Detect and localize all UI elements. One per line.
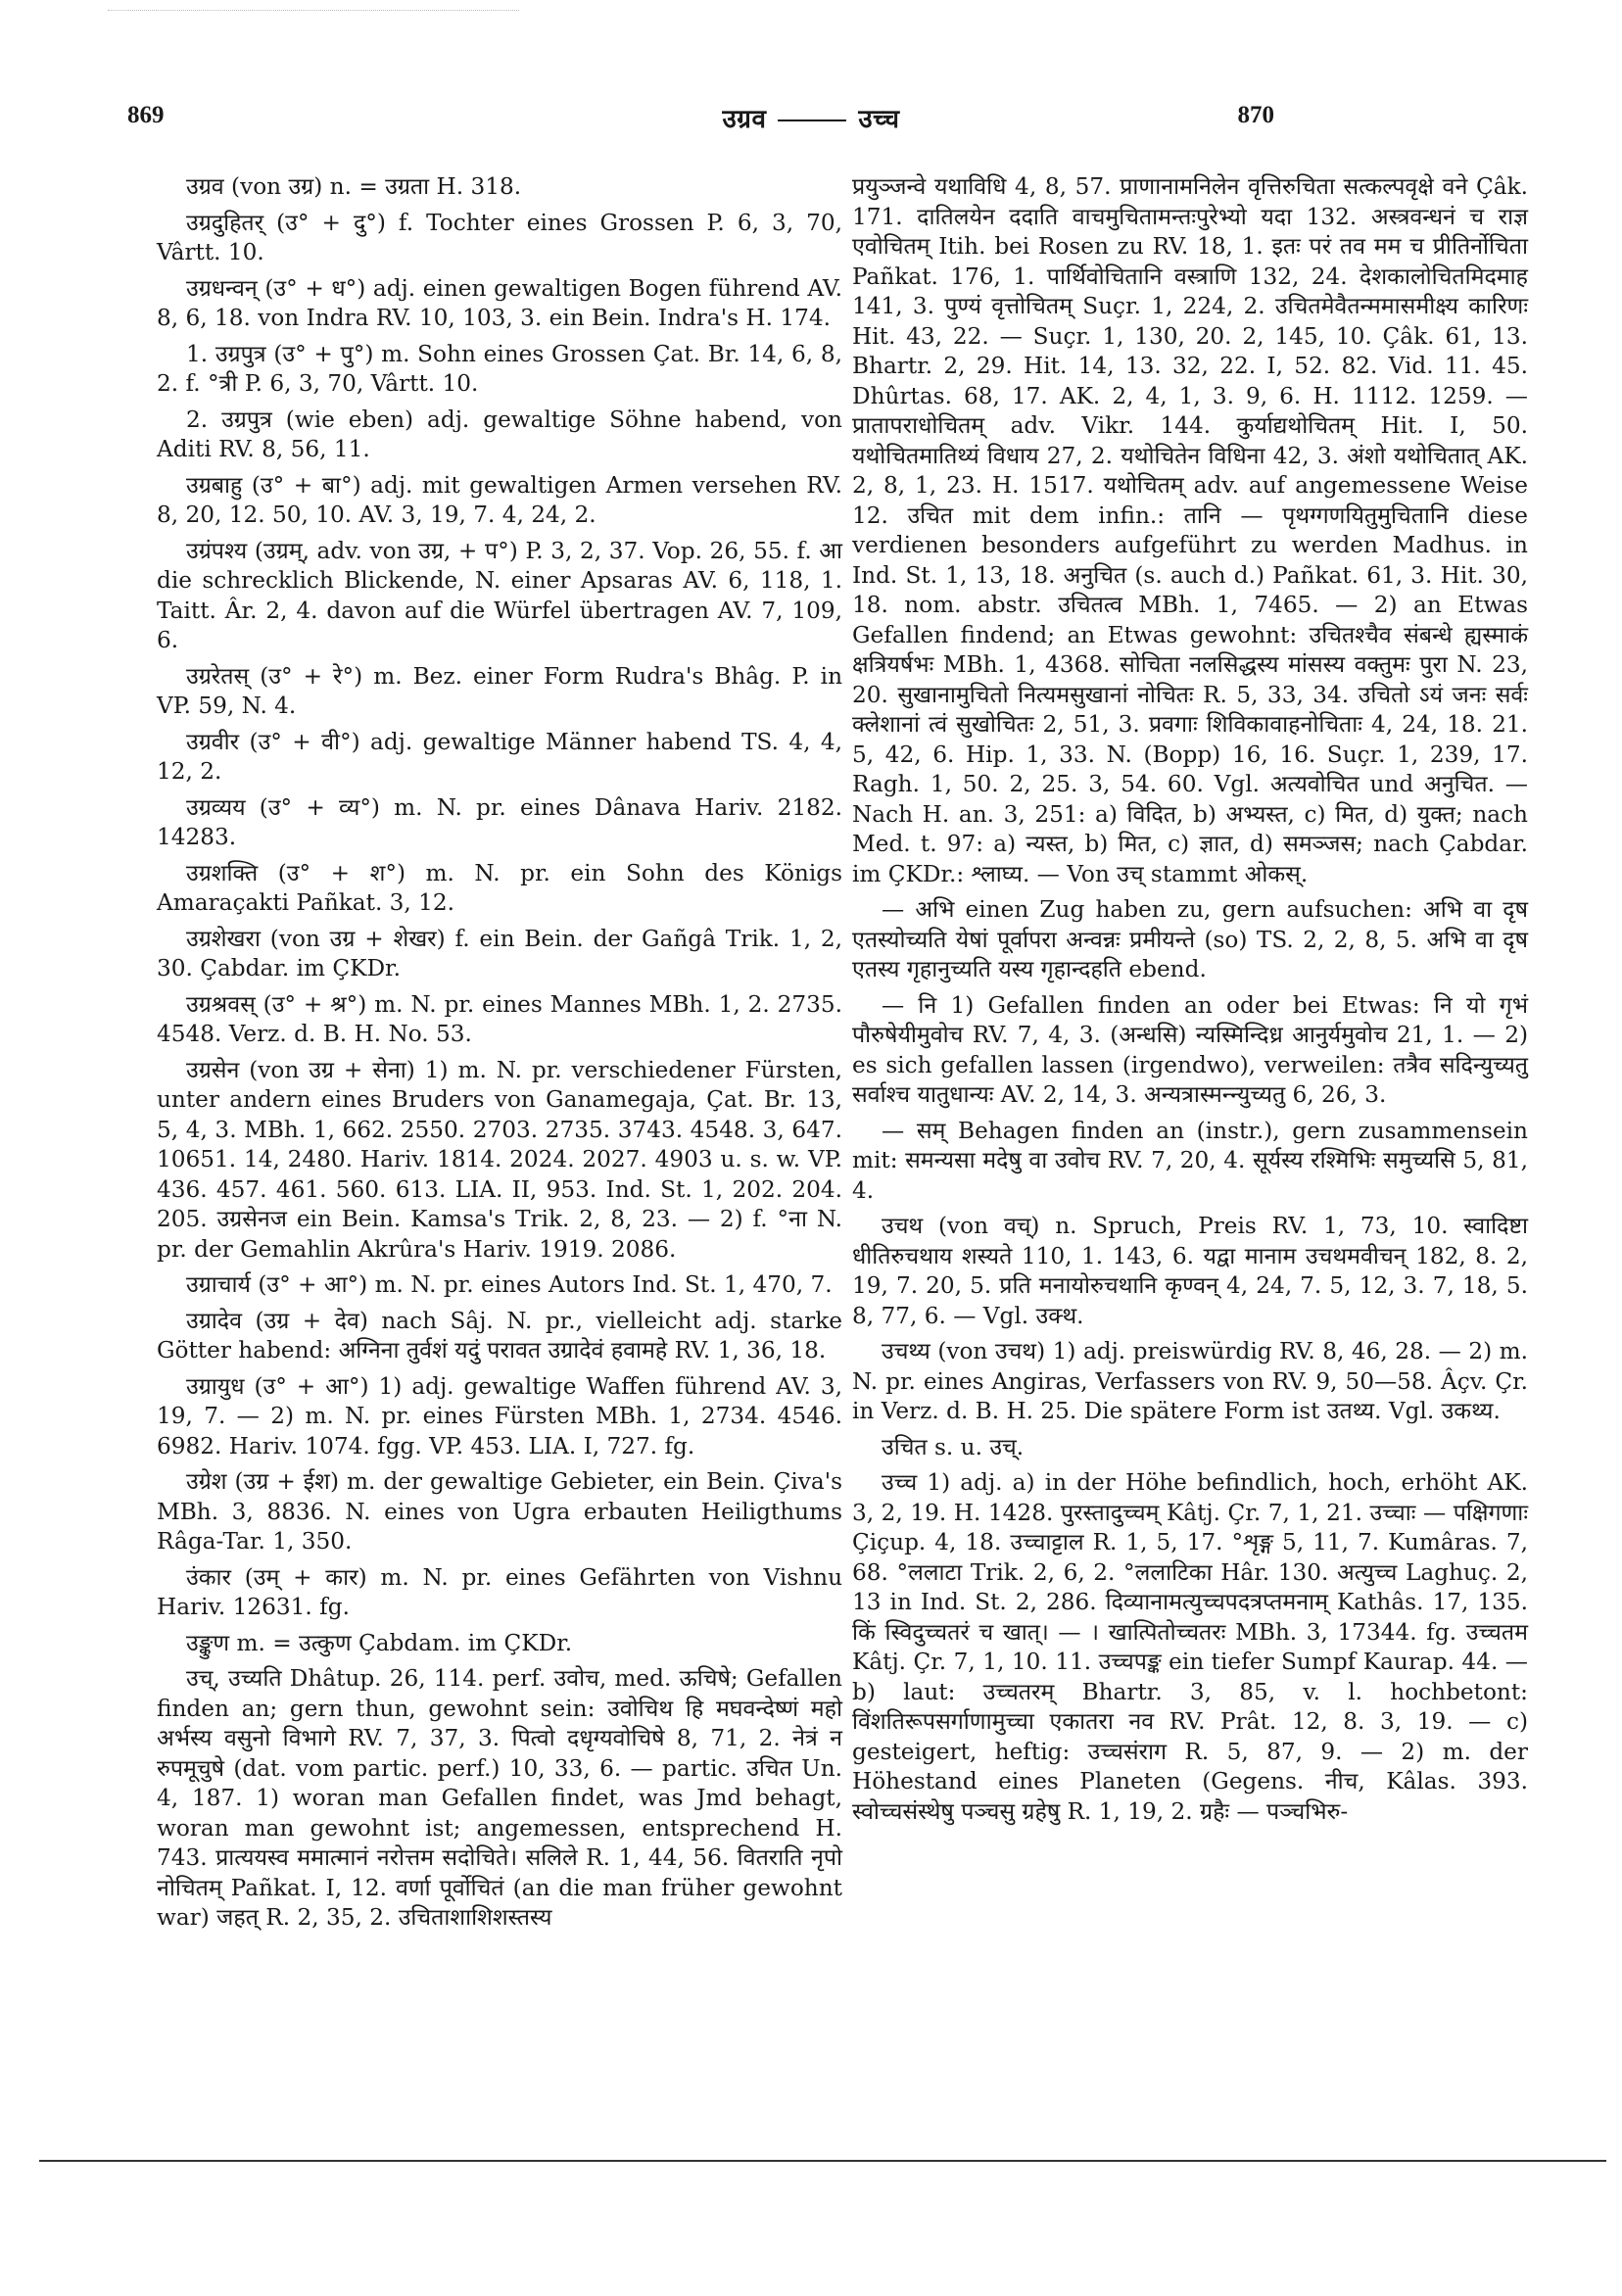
dictionary-entry: उंकार (उम् + कार) m. N. pr. eines Gefährten von Vishnu Hariv. 12631. fg. (157, 1563, 842, 1620)
scan-artifact-top (108, 10, 519, 17)
dictionary-entry: उग्रबाहु (उ° + बा°) adj. mit gewaltigen Armen versehen RV. 8, 20, 12. 50, 10. AV. 3, 19, 7. 4, 24, 2. (157, 471, 842, 528)
headword-left: उग्रव (722, 105, 767, 134)
dictionary-entry: उचथ्य (von उचथ) 1) adj. preiswürdig RV. 8, 46, 28. — 2) m. N. pr. eines Angiras, Verfassers von RV. 9, 50—58. Âçv. Çr. in Verz. d. B. H. 25. Die spätere Form ist उतथ्य. Vgl. उकथ्य. (852, 1338, 1528, 1424)
dictionary-entry: — सम् Behagen finden an (instr.), gern zusammensein mit: समन्यसा मदेषु वा उवोच RV. 7, 20, 4. सूर्यस्य रश्मिभिः समुच्यसि 5, 81, 4. (852, 1117, 1528, 1204)
dictionary-entry: उचित s. u. उच्. (882, 1433, 1025, 1460)
dictionary-entry: उग्रधन्वन् (उ° + ध°) adj. einen gewaltigen Bogen führend AV. 8, 6, 18. von Indra RV. 10, 103, 3. ein Bein. Indra's H. 174. (157, 274, 842, 331)
dictionary-entry: उग्रशेखरा (von उग्र + शेखर) f. ein Bein. der Gañgâ Trik. 1, 2, 30. Çabdar. im ÇKDr. (157, 925, 842, 981)
dictionary-entry: उग्रंपश्य (उग्रम्, adv. von उग्र, + प°) P. 3, 2, 37. Vop. 26, 55. f. आ die schrecklich Blickende, N. einer Apsaras AV. 6, 118, 1. Taitt. Âr. 2, 4. davon auf die Würfel übertragen AV. 7, 109, 6. (157, 537, 842, 653)
dictionary-entry: उग्राचार्य (उ° + आ°) m. N. pr. eines Autors Ind. St. 1, 470, 7. (186, 1271, 833, 1298)
dictionary-entry: उग्रसेन (von उग्र + सेना) 1) m. N. pr. verschiedener Fürsten, unter andern eines Bruders von Ganamegaja, Çat. Br. 13, 5, 4, 3. MBh. 1, 662. 2550. 2703. 2735. 3743. 4548. 3, 647. 10651. 14, 2480. Hariv. 1814. 2024. 2027. 4903 u. s. w. VP. 436. 457. 461. 560. 613. LIA. II, 953. Ind. St. 1, 202. 204. 205. उग्रसेनज ein Bein. Kamsa's Trik. 2, 8, 23. — 2) f. °ना N. pr. der Gemahlin Akrûra's Hariv. 1919. 2086. (157, 1056, 842, 1263)
head-words (0, 100, 1622, 135)
bottom-rule (39, 2160, 1606, 2162)
page-number-right: 870 (1237, 102, 1274, 128)
right-column (852, 172, 1528, 1833)
dictionary-entry: उग्रव (von उग्र) n. = उग्रता H. 318. (186, 173, 522, 200)
dictionary-entry: — अभि einen Zug haben zu, gern aufsuchen: अभि वा दृष एतस्योच्यति येषां पूर्वापरा अन्वन्नः प्रमीयन्ते (so) TS. 2, 2, 8, 5. अभि वा दृष एतस्य गृहानुच्यति यस्य गृहान्दहति ebend. (852, 896, 1528, 982)
dictionary-entry: उग्ररेतस् (उ° + रे°) m. Bez. einer Form Rudra's Bhâg. P. in VP. 59, N. 4. (157, 662, 842, 719)
headword-right: उच्च (858, 105, 900, 134)
page-number-left: 869 (127, 102, 165, 128)
dictionary-entry: उग्रश्रवस् (उ° + श्र°) m. N. pr. eines Mannes MBh. 1, 2. 2735. 4548. Verz. d. B. H. No. 53. (157, 990, 842, 1047)
dictionary-entry: प्रयुञ्जन्वे यथाविधि 4, 8, 57. प्राणानामनिलेन वृत्तिरुचिता सत्कल्पवृक्षे वने Çâk. 171. दातिलयेन ददाति वाचमुचितामन्तःपुरेभ्यो यदा 132. अस्त्रवन्धनं च राज्ञ एवोचितम् Itih. bei Rosen zu RV. 18, 1. इतः परं तव मम च प्रीतिर्नोचिता Pañkat. 176, 1. पार्थिवोचितानि वस्त्राणि 132, 24. देशकालोचितमिदमाह 141, 3. पुण्यं वृत्तोचितम् Suçr. 1, 224, 2. उचितमेवैतन्ममासमीक्ष्य कारिणः Hit. 43, 22. — Suçr. 1, 130, 20. 2, 145, 10. Çâk. 61, 13. Bhartr. 2, 29. Hit. 14, 13. 32, 22. I, 52. 82. Vid. 11. 45. Dhûrtas. 68, 17. AK. 2, 4, 1, 3. 9, 6. H. 1112. 1259. — प्रातापराधोचितम् adv. Vikr. 144. कुर्याद्यथोचितम् Hit. I, 50. यथोचितमातिथ्यं विधाय 27, 2. यथोचितेन विधिना 42, 3. अंशो यथोचितात् AK. 2, 8, 1, 23. H. 1517. यथोचितम् adv. auf angemessene Weise 12. उचित mit dem infin.: तानि — पृथग्गणयितुमुचितानि diese verdienen besonders aufgeführt zu werden Madhus. in Ind. St. 1, 13, 18. अनुचित (s. auch d.) Pañkat. 61, 3. Hit. 30, 18. nom. abstr. उचितत्व MBh. 1, 7465. — 2) an Etwas Gefallen findend; an Etwas gewohnt: उचितश्चैव संबन्धे ह्यस्माकं क्षत्रियर्षभः MBh. 1, 4368. सोचिता नलसिद्धस्य मांसस्य वक्तुमः पुरा N. 23, 20. सुखानामुचितो नित्यमसुखानां नोचितः R. 5, 33, 34. उचितो ऽयं जनः सर्वः क्लेशानां त्वं सुखोचितः 2, 51, 3. प्रवगाः शिविकावाहनोचिताः 4, 24, 18. 21. 5, 42, 6. Hip. 1, 33. N. (Bopp) 16, 16. Suçr. 1, 239, 17. Ragh. 1, 50. 2, 25. 3, 54. 60. Vgl. अत्यवोचित und अनुचित. — Nach H. an. 3, 251: a) विदित, b) अभ्यस्त, c) मित, d) युक्त; nach Med. t. 97: a) न्यस्त, b) मित, c) ज्ञात, d) समञ्जस; nach Çabdar. im ÇKDr.: श्लाघ्य. — Von उच् stammt ओकस्. (852, 173, 1528, 887)
dictionary-entry: उग्रशक्ति (उ° + श°) m. N. pr. ein Sohn des Königs Amaraçakti Pañkat. 3, 12. (157, 859, 842, 916)
dictionary-entry: उग्रवीर (उ° + वी°) adj. gewaltige Männer habend TS. 4, 4, 12, 2. (157, 728, 842, 785)
dictionary-entry: 1. उग्रपुत्र (उ° + पु°) m. Sohn eines Grossen Çat. Br. 14, 6, 8, 2. f. °त्री P. 6, 3, 70, Vârtt. 10. (157, 340, 842, 397)
dictionary-entry: उचथ (von वच्) n. Spruch, Preis RV. 1, 73, 10. स्वादिष्टा धीतिरुचथाय शस्यते 110, 1. 143, 6. यद्वा मानाम उचथमवीचन् 182, 8. 2, 19, 7. 20, 5. प्रति मनायोरुचथानि कृण्वन् 4, 24, 7. 5, 12, 3. 7, 18, 5. 8, 77, 6. — Vgl. उक्थ. (852, 1213, 1528, 1329)
dictionary-entry: उङ्कुण m. = उत्कुण Çabdam. im ÇKDr. (186, 1629, 573, 1656)
dictionary-entry: उच्च 1) adj. a) in der Höhe befindlich, hoch, erhöht AK. 3, 2, 19. H. 1428. पुरस्तादुच्चम् Kâtj. Çr. 7, 1, 21. उच्चाः — पक्षिगणाः Çiçup. 4, 18. उच्चाट्टाल R. 1, 5, 17. °शृङ्ग 5, 11, 7. Kumâras. 7, 68. °ललाटा Trik. 2, 6, 2. °ललाटिका Hâr. 130. अत्युच्च Laghuç. 2, 13 in Ind. St. 2, 286. दिव्यानामत्युच्चपदत्रप्तमनाम् Kathâs. 17, 135. किं स्विदुच्चतरं च खात्। — । खात्पितोच्चतरः MBh. 3, 17344. fg. उच्चतम Kâtj. Çr. 7, 1, 10. 11. उच्चपङ्क ein tiefer Sumpf Kaurap. 44. — b) laut: उच्चतरम् Bhartr. 3, 85, v. l. hochbetont: विंशतिरूपसर्गाणामुच्चा एकातरा नव RV. Prât. 12, 8. 3, 19. — c) gesteigert, heftig: उच्चसंराग R. 5, 87, 9. — 2) m. der Höhestand eines Planeten (Gegens. नीच, Kâlas. 393. स्वोच्चसंस्थेषु पञ्चसु ग्रहेषु R. 1, 19, 2. ग्रहैः — पञ्चभिरु- (852, 1469, 1528, 1825)
running-head (0, 102, 1622, 141)
dictionary-entry: उग्रदुहितर् (उ° + दु°) f. Tochter eines Grossen P. 6, 3, 70, Vârtt. 10. (157, 209, 842, 265)
dictionary-entry: उग्रेश (उग्र + ईश) m. der gewaltige Gebieter, ein Bein. Çiva's MBh. 3, 8836. N. eines von Ugra erbauten Heiligthums Râga-Tar. 1, 350. (157, 1468, 842, 1555)
left-column (157, 172, 842, 1939)
dictionary-entry: उग्रायुध (उ° + आ°) 1) adj. gewaltige Waffen führend AV. 3, 19, 7. — 2) m. N. pr. eines Fürsten MBh. 1, 2734. 4546. 6982. Hariv. 1074. fgg. VP. 453. LIA. I, 727. fg. (157, 1372, 842, 1459)
dictionary-entry: उच्, उच्यति Dhâtup. 26, 114. perf. उवोच, med. ऊचिषे; Gefallen finden an; gern thun, gewohnt sein: उवोचिथ हि मघवन्देष्णं महो अर्भस्य वसुनो विभागे RV. 7, 37, 3. पित्वो दधृग्यवोचिषे 8, 71, 2. नेत्रं न रुपमूचुषे (dat. vom partic. perf.) 10, 33, 6. — partic. उचित Un. 4, 187. 1) woran man Gefallen findet, was Jmd behagt, woran man gewohnt ist; angemessen, entsprechend H. 743. प्रात्ययस्व ममात्मानं नरोत्तम सदोचिते। सलिले R. 1, 44, 56. वितराति नृपो नोचितम् Pañkat. I, 12. वर्णा पूर्वोचितं (an die man früher gewohnt war) जहत् R. 2, 35, 2. उचिताशाशिशस्तस्य (157, 1665, 842, 1931)
dictionary-entry: उग्रव्यय (उ° + व्य°) m. N. pr. eines Dânava Hariv. 2182. 14283. (157, 793, 842, 850)
dictionary-entry: 2. उग्रपुत्र (wie eben) adj. gewaltige Söhne habend, von Aditi RV. 8, 56, 11. (157, 406, 842, 462)
head-dash (778, 120, 846, 121)
dictionary-entry: — नि 1) Gefallen finden an oder bei Etwas: नि यो गृभं पौरुषेयीमुवोच RV. 7, 4, 3. (अन्धसि) न्यस्मिन्दिध्र आनुर्यमुवोच 21, 1. — 2) es sich gefallen lassen (irgendwo), verweilen: तत्रैव सदिन्युच्यतु सर्वाश्च यातुधान्यः AV. 2, 14, 3. अन्यत्रास्मन्न्युच्यतु 6, 26, 3. (852, 991, 1528, 1108)
dictionary-entry: उग्रादेव (उग्र + देव) nach Sâj. N. pr., vielleicht adj. starke Götter habend: अग्निना तुर्वशं यदुं परावत उग्रादेवं हवामहे RV. 1, 36, 18. (157, 1307, 842, 1363)
